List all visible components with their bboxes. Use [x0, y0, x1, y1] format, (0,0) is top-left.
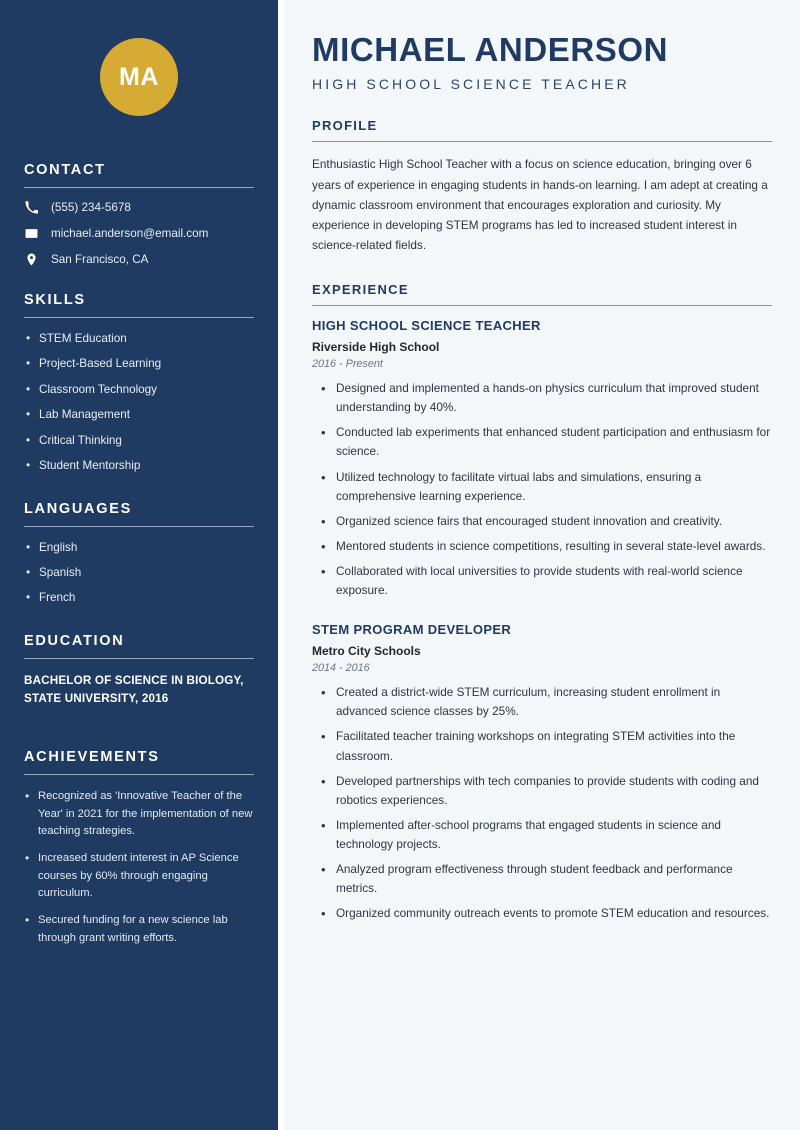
envelope-icon: [24, 227, 39, 240]
languages-section: [24, 501, 254, 607]
languages-heading: LANGUAGES: [24, 501, 132, 518]
list-item: • Critical Thinking: [24, 433, 254, 450]
achievements-section: [24, 749, 254, 947]
list-item: • Implemented after-school programs that engaged students in science and technology projects.: [312, 816, 772, 854]
contact-phone-row[interactable]: [24, 201, 254, 214]
achievements-divider: [24, 774, 254, 775]
contact-email-row[interactable]: [24, 227, 254, 240]
avatar-container: [24, 0, 254, 162]
experience-entry: [312, 622, 772, 674]
languages-divider: [24, 526, 254, 527]
languages-list: [24, 540, 254, 607]
list-item: • Developed partnerships with tech companies to provide students with coding and robotics experiences.: [312, 772, 772, 810]
education-divider: [24, 658, 254, 659]
list-item: • Spanish: [24, 565, 254, 582]
job-company: Metro City Schools: [312, 644, 421, 659]
list-item: • Increased student interest in AP Science courses by 60% through engaging curriculum.: [24, 850, 254, 902]
list-item: • Conducted lab experiments that enhanced student participation and enthusiasm for science.: [312, 423, 772, 461]
education-section: [24, 633, 254, 723]
achievements-list: [24, 788, 254, 947]
skills-section: [24, 292, 254, 475]
experience-heading: EXPERIENCE: [312, 281, 409, 297]
skills-heading: SKILLS: [24, 292, 86, 308]
avatar: MA: [100, 38, 178, 116]
experience-entry: [312, 318, 772, 370]
list-item: • Mentored students in science competitions, resulting in several state-level awards.: [312, 537, 772, 556]
contact-location-row[interactable]: [24, 253, 254, 266]
list-item: • STEM Education: [24, 331, 254, 348]
contact-email-value: michael.anderson@email.com: [51, 227, 209, 240]
skills-list: [24, 331, 254, 475]
list-item: • Lab Management: [24, 407, 254, 424]
page-title: MICHAEL ANDERSON: [312, 31, 669, 68]
list-item: • Facilitated teacher training workshops on integrating STEM activities into the classroom.: [312, 727, 772, 765]
contact-location-value: San Francisco, CA: [51, 253, 149, 266]
job-title: HIGH SCHOOL SCIENCE TEACHER: [312, 318, 541, 334]
profile-divider: [312, 141, 772, 142]
list-item: • Recognized as 'Innovative Teacher of the Year' in 2021 for the implementation of new teaching strategies.: [24, 788, 254, 840]
list-item: • Student Mentorship: [24, 458, 254, 475]
education-degree-line2: STATE UNIVERSITY, 2016: [24, 691, 169, 705]
list-item: • Project-Based Learning: [24, 356, 254, 373]
contact-section: [24, 162, 254, 266]
list-item: • Utilized technology to facilitate virtual labs and simulations, ensuring a comprehensive learning experience.: [312, 468, 772, 506]
contact-phone-value: (555) 234-5678: [51, 201, 131, 214]
contact-divider: [24, 187, 254, 188]
profile-text: Enthusiastic High School Teacher with a focus on science education, bringing over 6 years of experience in engaging students in hands-on learning. I am adept at creating a dynamic classroom environment that encourages exploration and curiosity. My experience in developing STEM programs has led to increased student interest in science-related fields.: [312, 157, 768, 253]
job-bullet-list: [312, 683, 772, 923]
job-role-subtitle: HIGH SCHOOL SCIENCE TEACHER: [312, 75, 630, 92]
job-title: STEM PROGRAM DEVELOPER: [312, 622, 512, 638]
contact-heading: CONTACT: [24, 162, 106, 178]
job-dates: 2014 - 2016: [312, 662, 370, 675]
list-item: • Designed and implemented a hands-on physics curriculum that improved student understanding by 40%.: [312, 379, 772, 417]
achievements-heading: ACHIEVEMENTS: [24, 749, 160, 766]
job-company: Riverside High School: [312, 340, 440, 355]
list-item: • English: [24, 540, 254, 557]
list-item: • French: [24, 590, 254, 607]
skills-divider: [24, 317, 254, 318]
map-pin-icon: [24, 253, 39, 266]
main-content: [284, 0, 800, 1130]
list-item: • Organized science fairs that encouraged student innovation and creativity.: [312, 512, 772, 531]
job-dates: 2016 - Present: [312, 358, 383, 371]
experience-divider: [312, 305, 772, 306]
education-degree-line1: BACHELOR OF SCIENCE IN BIOLOGY,: [24, 674, 244, 688]
list-item: • Collaborated with local universities to provide students with real-world science exposure.: [312, 562, 772, 600]
job-bullet-list: [312, 379, 772, 600]
list-item: • Created a district-wide STEM curriculum, increasing student enrollment in advanced science classes by 25%.: [312, 683, 772, 721]
education-heading: EDUCATION: [24, 633, 125, 650]
experience-section: [312, 282, 772, 924]
list-item: • Secured funding for a new science lab through grant writing efforts.: [24, 912, 254, 947]
list-item: • Classroom Technology: [24, 382, 254, 399]
list-item: • Organized community outreach events to promote STEM education and resources.: [312, 904, 772, 923]
sidebar: [0, 0, 278, 1130]
profile-heading: PROFILE: [312, 117, 378, 133]
list-item: • Analyzed program effectiveness through student feedback and performance metrics.: [312, 860, 772, 898]
phone-icon: [24, 201, 39, 214]
profile-section: [312, 118, 772, 256]
